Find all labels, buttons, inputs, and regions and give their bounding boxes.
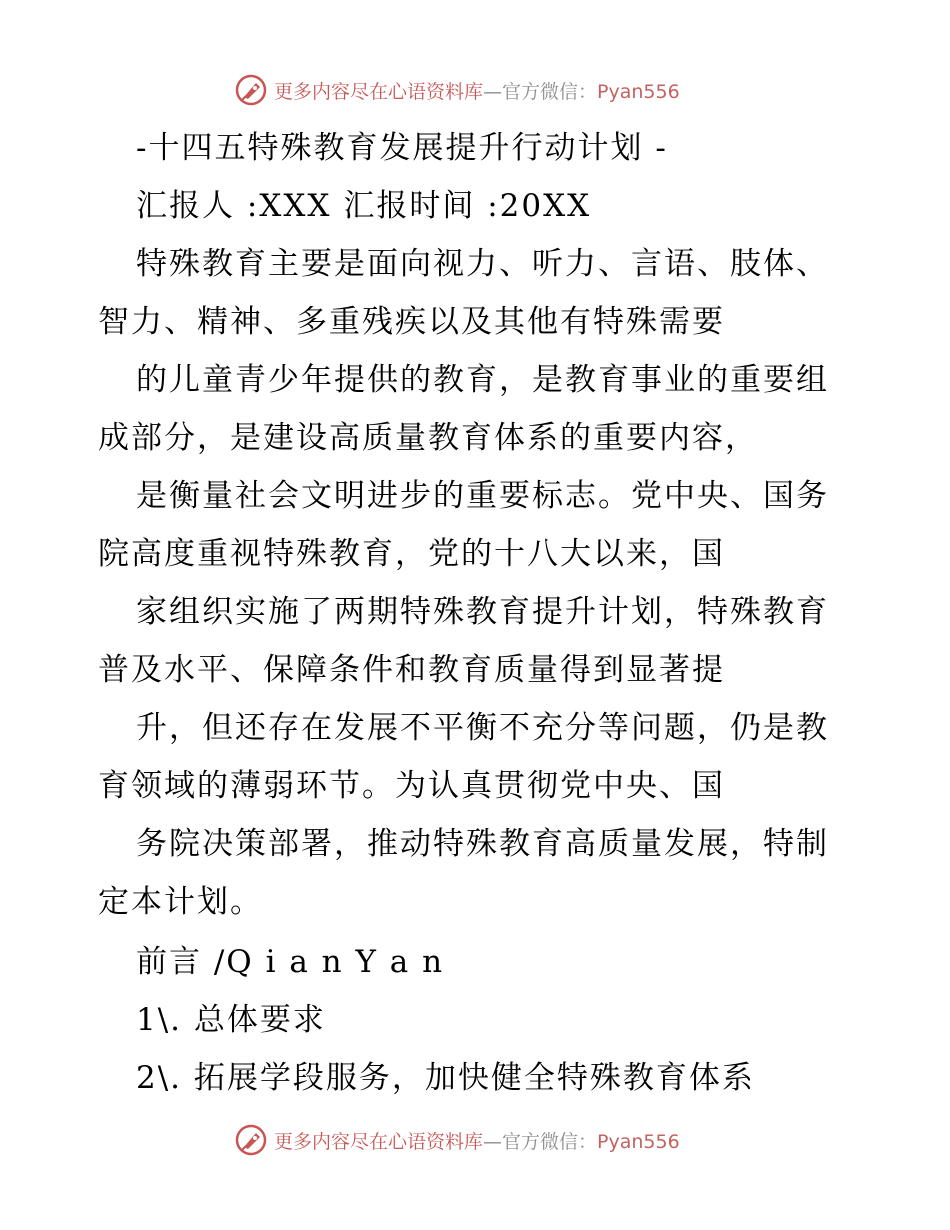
body-line: 定本计划。 [98, 884, 263, 920]
body-line: 升，但还存在发展不平衡不充分等问题，仍是教 [136, 710, 829, 746]
watermark-main-text: 更多内容尽在心语资料库 [274, 1130, 484, 1153]
body-line: 的儿童青少年提供的教育，是教育事业的重要组 [136, 362, 829, 398]
body-line: 智力、精神、多重残疾以及其他有特殊需要 [98, 304, 725, 340]
list-item-1: 1\. 总体要求 [136, 1002, 326, 1038]
watermark-text [274, 1127, 680, 1154]
preface-heading: 前言 /Q i a n Y a n [136, 944, 445, 980]
watermark-text [274, 77, 680, 104]
body-line: 院高度重视特殊教育，党的十八大以来，国 [98, 536, 725, 572]
body-line: 普及水平、保障条件和教育质量得到显著提 [98, 652, 725, 688]
watermark-id-text: Pyan556 [597, 80, 680, 103]
body-line: 务院决策部署，推动特殊教育高质量发展，特制 [136, 826, 829, 862]
watermark-sub-text: 官方微信： [502, 1130, 598, 1153]
watermark-separator: — [483, 80, 503, 103]
watermark-id-text: Pyan556 [597, 1130, 680, 1153]
watermark-separator: — [483, 1130, 503, 1153]
body-line: 家组织实施了两期特殊教育提升计划，特殊教育 [136, 594, 829, 630]
watermark-header [234, 72, 680, 108]
watermark-sub-text: 官方微信： [502, 80, 598, 103]
reporter-line: 汇报人 :XXX 汇报时间 :20XX [136, 188, 592, 224]
body-line: 特殊教育主要是面向视力、听力、言语、肢体、 [136, 246, 829, 282]
body-line: 成部分，是建设高质量教育体系的重要内容， [98, 420, 758, 456]
list-item-2: 2\. 拓展学段服务，加快健全特殊教育体系 [136, 1060, 755, 1096]
watermark-footer [234, 1122, 680, 1158]
watermark-main-text: 更多内容尽在心语资料库 [274, 80, 484, 103]
document-title: -十四五特殊教育发展提升行动计划 - [136, 130, 668, 166]
pen-nib-logo-icon [234, 73, 268, 107]
pen-nib-logo-icon [234, 1123, 268, 1157]
body-line: 育领域的薄弱环节。为认真贯彻党中央、国 [98, 768, 725, 804]
body-line: 是衡量社会文明进步的重要标志。党中央、国务 [136, 478, 829, 514]
